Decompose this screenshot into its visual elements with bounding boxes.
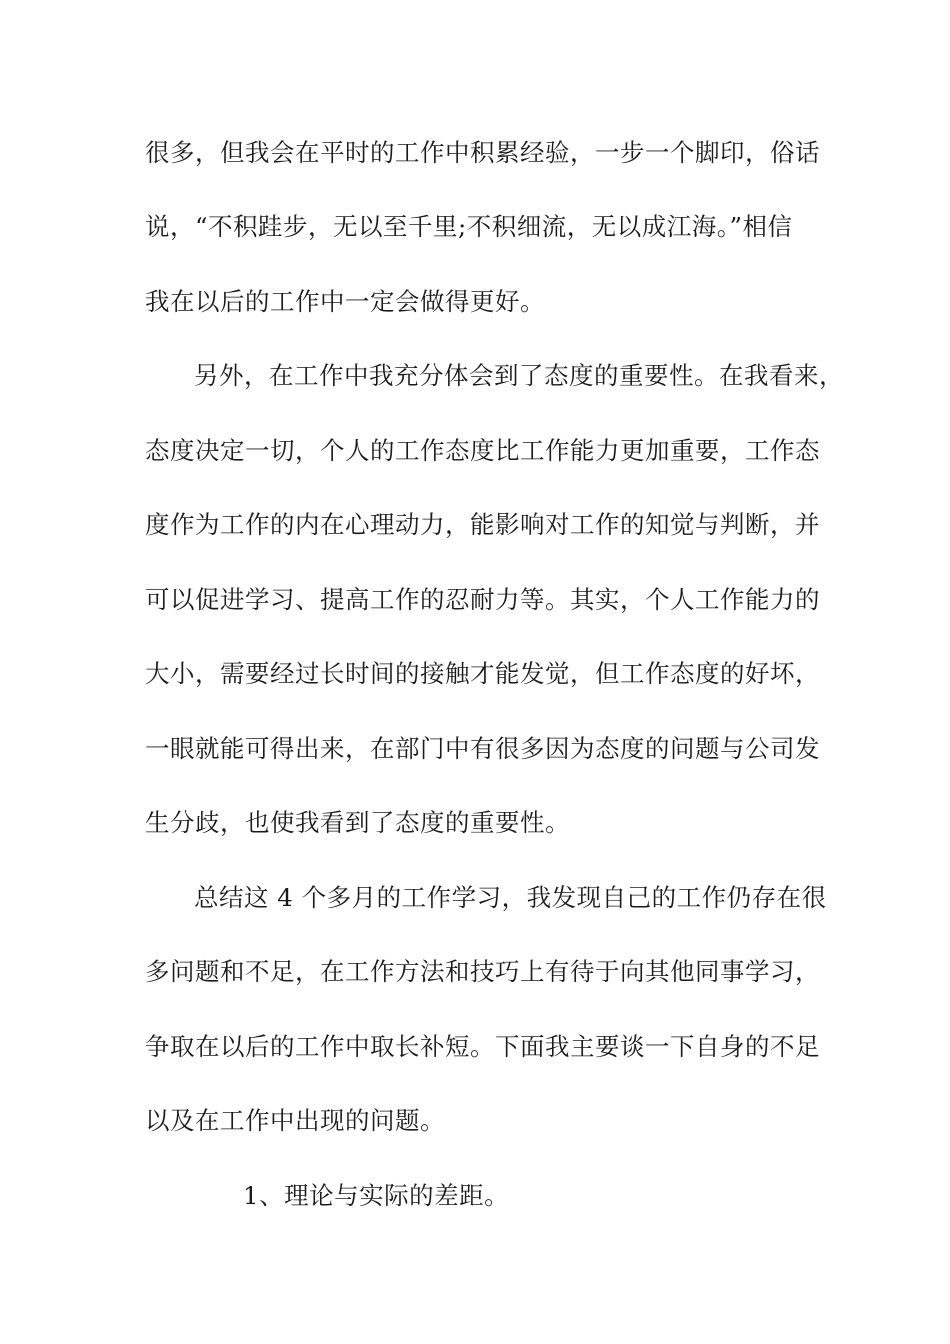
paragraph-line: 争取在以后的工作中取长补短。下面我主要谈一下自身的不足: [145, 1032, 820, 1061]
paragraph-line: 另外，在工作中我充分体会到了态度的重要性。在我看来，: [194, 361, 844, 390]
paragraph-line: 度作为工作的内在心理动力，能影响对工作的知觉与判断，并: [145, 510, 820, 539]
paragraph-line: 多问题和不足，在工作方法和技巧上有待于向其他同事学习，: [145, 957, 820, 986]
paragraph-line: 说，“不积跬步，无以至千里;不积细流，无以成江海。”相信: [145, 212, 793, 241]
paragraph-line: 很多，但我会在平时的工作中积累经验，一步一个脚印，俗话: [145, 138, 820, 167]
paragraph-line: 可以促进学习、提高工作的忍耐力等。其实，个人工作能力的: [145, 585, 820, 614]
paragraph-line: 大小，需要经过长时间的接触才能发觉，但工作态度的好坏，: [145, 659, 820, 688]
paragraph-line: 态度决定一切，个人的工作态度比工作能力更加重要，工作态: [145, 436, 820, 465]
paragraph-line: 生分歧，也使我看到了态度的重要性。: [145, 808, 570, 837]
paragraph-line: 以及在工作中出现的问题。: [145, 1106, 445, 1135]
paragraph-line: 我在以后的工作中一定会做得更好。: [145, 287, 545, 316]
paragraph-line: 一眼就能可得出来，在部门中有很多因为态度的问题与公司发: [145, 734, 820, 763]
section-heading: 1、理论与实际的差距。: [243, 1181, 510, 1210]
paragraph-line: 总结这 4 个多月的工作学习，我发现自己的工作仍存在很: [194, 883, 827, 912]
